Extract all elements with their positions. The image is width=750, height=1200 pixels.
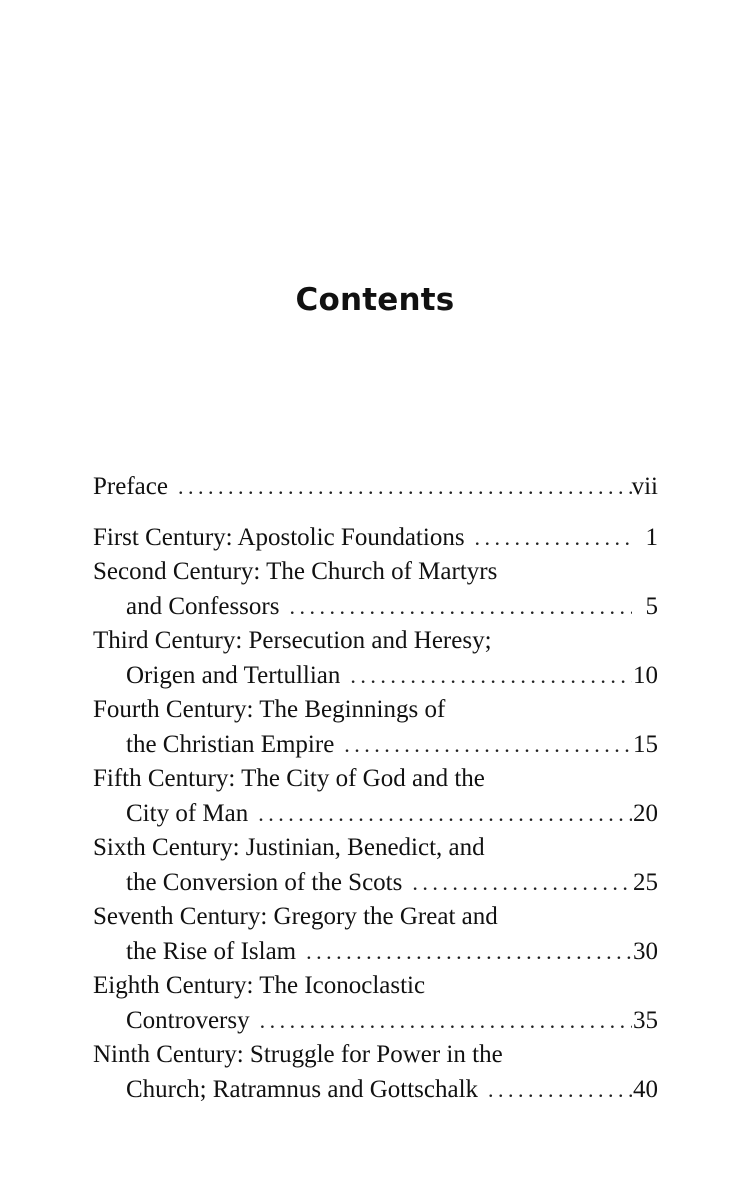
toc-line-continued	[93, 1004, 658, 1039]
toc-entry	[93, 900, 658, 969]
toc-page-number: 25	[633, 868, 658, 896]
toc-entry	[93, 693, 658, 762]
toc-entry	[93, 521, 658, 556]
toc-entry-title: Fourth Century: The Beginnings of	[93, 696, 446, 723]
toc-entry-title: Eighth Century: The Iconoclastic	[93, 972, 426, 999]
toc-entry	[93, 969, 658, 1038]
toc-page-number: 10	[633, 661, 658, 689]
toc-entry	[93, 831, 658, 900]
page-title: Contents	[295, 282, 455, 318]
dot-leader	[248, 797, 632, 832]
dot-leader	[334, 728, 632, 763]
toc-line	[93, 762, 658, 797]
toc-page-number: 1	[645, 523, 658, 551]
toc-line-continued	[93, 1073, 658, 1108]
toc-entry-title: Preface	[93, 473, 168, 500]
toc-page-number: 5	[645, 592, 658, 620]
dot-leader	[340, 659, 632, 694]
toc-line	[93, 693, 658, 728]
dot-leader	[402, 866, 632, 901]
toc-entry-title-continued: Controversy	[126, 1006, 250, 1034]
toc-entry-title: First Century: Apostolic Foundations	[93, 523, 465, 551]
toc-entry	[93, 624, 658, 693]
dot-leader	[279, 590, 632, 625]
toc-entry	[93, 1038, 658, 1107]
toc-entry-preface	[93, 470, 658, 505]
toc-line	[93, 900, 658, 935]
dot-leader	[250, 1004, 632, 1039]
toc-entry-title: Ninth Century: Struggle for Power in the	[93, 1041, 503, 1068]
toc-line-continued	[93, 659, 658, 694]
toc-entry-title-continued: City of Man	[126, 799, 249, 827]
toc-line-continued	[93, 728, 658, 763]
dot-leader	[478, 1073, 632, 1108]
toc-line-continued	[93, 797, 658, 832]
toc-line	[93, 1038, 658, 1073]
toc-line	[93, 555, 658, 590]
toc-page-number: 20	[633, 799, 658, 827]
dot-leader	[168, 470, 632, 505]
toc-entry-title-continued: Church; Ratramnus and Gottschalk	[126, 1075, 479, 1103]
toc-entry-title: Sixth Century: Justinian, Benedict, and	[93, 834, 485, 861]
table-of-contents	[93, 470, 658, 1107]
toc-entry-title: Seventh Century: Gregory the Great and	[93, 903, 498, 930]
toc-line	[93, 831, 658, 866]
toc-entry-title-continued: the Conversion of the Scots	[126, 868, 403, 896]
toc-entry	[93, 762, 658, 831]
toc-entry-title: Second Century: The Church of Martyrs	[93, 558, 498, 585]
toc-line	[93, 624, 658, 659]
toc-line-continued	[93, 935, 658, 970]
toc-line-continued	[93, 866, 658, 901]
toc-entry	[93, 555, 658, 624]
toc-page-number: 40	[633, 1075, 658, 1103]
toc-entry-title-continued: and Confessors	[126, 592, 280, 620]
toc-entry-title-continued: the Rise of Islam	[126, 937, 297, 965]
toc-entry-title: Fifth Century: The City of God and the	[93, 765, 485, 792]
toc-page-number: 15	[633, 730, 658, 758]
toc-page-number: 35	[633, 1006, 658, 1034]
toc-line	[93, 470, 658, 505]
toc-entry-title-continued: the Christian Empire	[126, 730, 335, 758]
toc-entry-title-continued: Origen and Tertullian	[126, 661, 341, 689]
toc-page-number: 30	[633, 937, 658, 965]
dot-leader	[465, 521, 632, 556]
toc-page-number: vii	[631, 473, 658, 500]
toc-entry-title: Third Century: Persecution and Heresy;	[93, 627, 492, 654]
dot-leader	[296, 935, 632, 970]
toc-line-continued	[93, 590, 658, 625]
toc-line	[93, 969, 658, 1004]
toc-line	[93, 521, 658, 556]
